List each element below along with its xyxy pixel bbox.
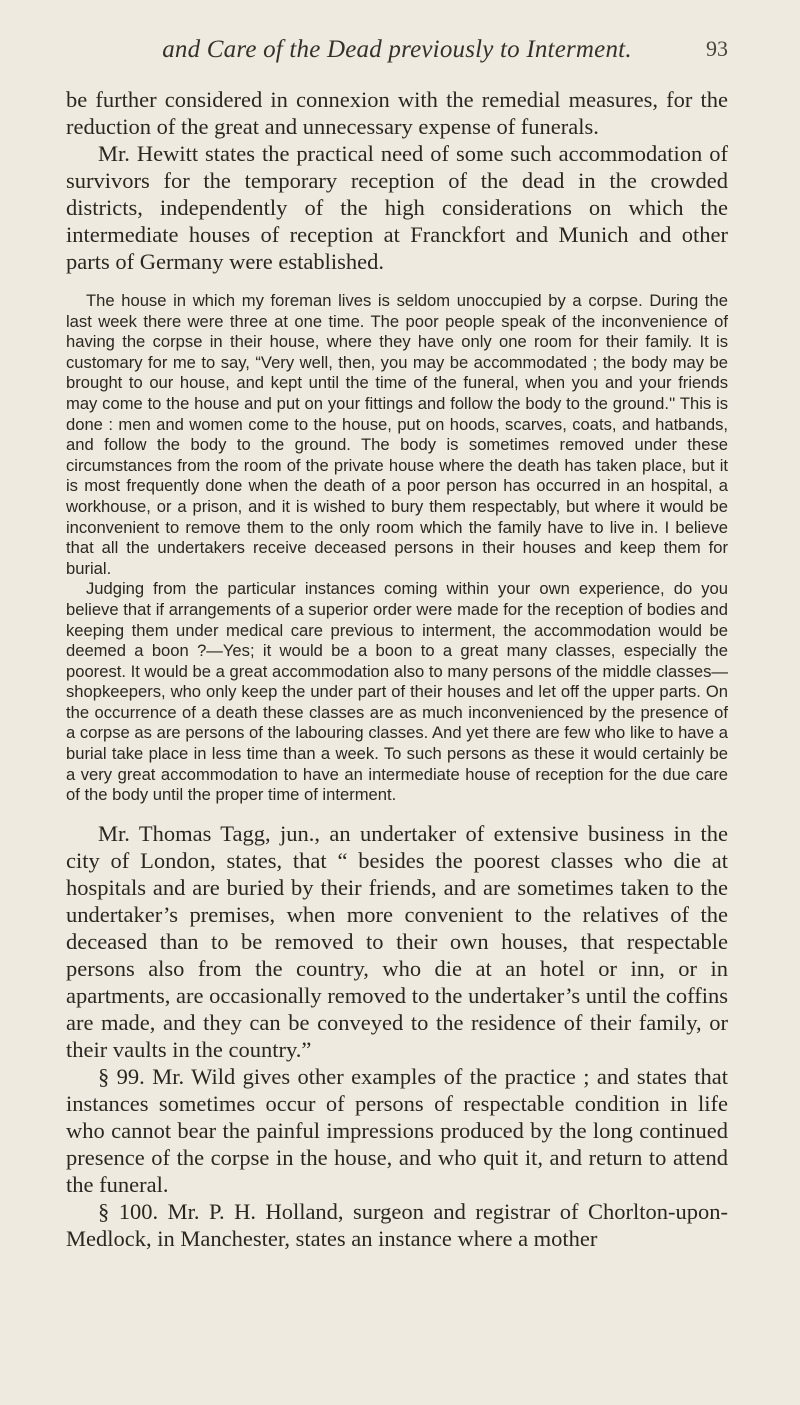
quoted-testimony — [66, 291, 728, 806]
paragraph-4: § 99. Mr. Wild gives other examples of the practice ; and states that instances sometimes occur of persons of respectable condition in life who cannot bear the painful impressions produced by the long continued presence of the corpse in the house, and who quit it, and return to attend the funeral. — [66, 1063, 728, 1197]
paragraph-2: Mr. Hewitt states the practical need of some such accommodation of survivors for the temporary reception of the dead in the crowded districts, independently of the high considerations on which the intermediate houses of reception at Franckfort and Munich and other parts of Germany were established. — [66, 141, 728, 274]
running-head: and Care of the Dead previously to Interment. — [162, 36, 632, 63]
quoted-paragraph-1: The house in which my foreman lives is seldom unoccupied by a corpse. During the last week there were three at one time. The poor people speak of the inconvenience of having the corpse in their house, where they have only one room for their family. It is customary for me to say, “Very well, then, you may be accommodated ; the body may be brought to our house, and kept until the time of the funeral, when you and your friends may come to the house and put on your fittings and follow the body to the ground.'' This is done : men and women come to the house, put on hoods, scarves, coats, and hatbands, and follow the body to the ground. The body is sometimes removed under these circumstances from the room of the private house where the death has taken place, but it is most frequently done when the death of a poor person has occurred in an hospital, a workhouse, or a prison, and it is wished to bury them respectably, but where it would be inconvenient to remove them to the only room which the family have to live in. I believe that all the undertakers receive deceased persons in their houses and keep them for burial. — [66, 291, 728, 578]
page-number: 93 — [706, 36, 728, 61]
quoted-paragraph-2: Judging from the particular instances coming within your own experience, do you believe that if arrangements of a superior order were made for the reception of bodies and keeping them under medical care previous to interment, the accommodation would be deemed a boon ?—Yes; it would be a boon to a great many classes, especially the poorest. It would be a great accommodation also to many persons of the middle classes—shopkeepers, who only keep the under part of their houses and let off the upper parts. On the occurrence of a death these classes are as much inconvenienced by the presence of a corpse as are persons of the labouring classes. And yet there are few who like to have a burial take place in less time than a week. To such persons as these it would certainly be a very great accommodation to have an intermediate house of reception for the due care of the body until the proper time of interment. — [66, 579, 728, 805]
paragraph-1: be further considered in connexion with the remedial measures, for the reduction of the great and unnecessary expense of funerals. — [66, 87, 728, 139]
paragraph-3: Mr. Thomas Tagg, jun., an undertaker of extensive business in the city of London, states, that “ besides the poorest classes who die at hospitals and are buried by their friends, and are sometimes taken to the undertaker’s premises, when more convenient to the relatives of the deceased than to be removed to their own houses, that respectable persons also from the country, who die at an hotel or inn, or in apartments, are occasionally removed to the undertaker’s until the coffins are made, and they can be conveyed to the residence of their family, or their vaults in the country.” — [66, 820, 728, 1062]
page-header — [66, 36, 728, 76]
paragraph-5: § 100. Mr. P. H. Holland, surgeon and registrar of Chorlton-upon-Medlock, in Manchester, states an instance where a mother — [66, 1198, 728, 1251]
